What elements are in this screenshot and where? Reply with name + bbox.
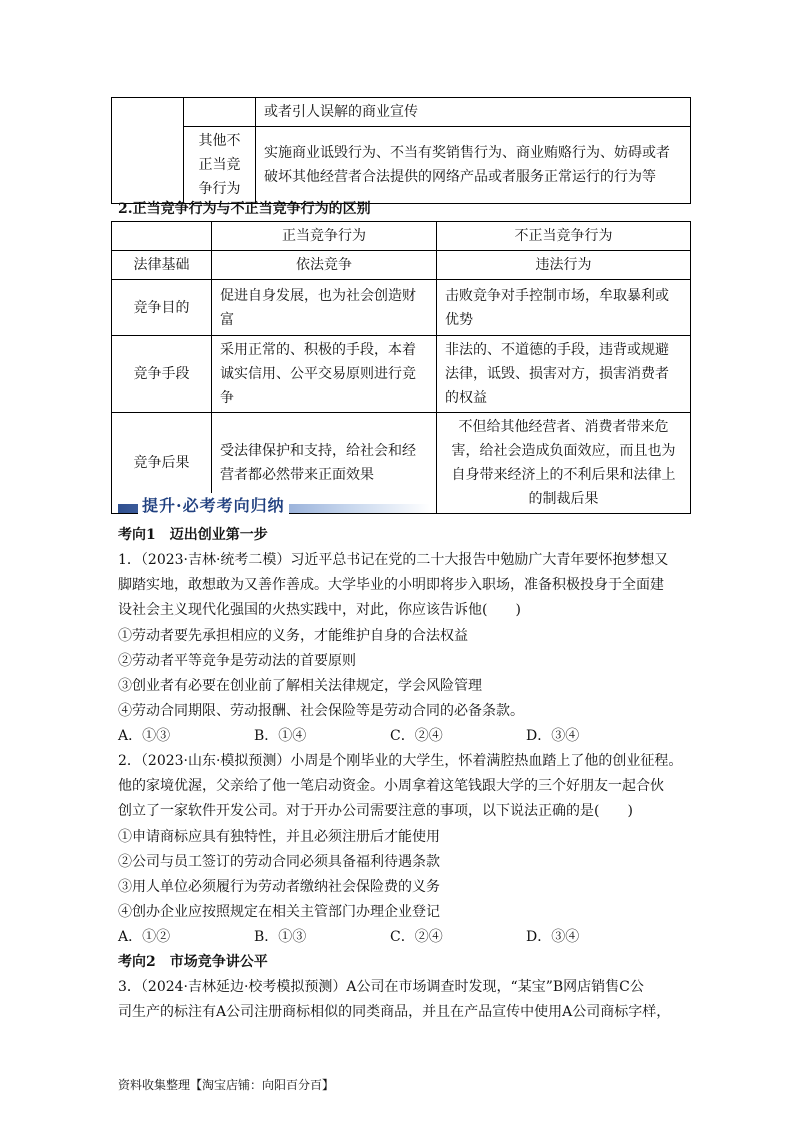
- statement-item: ②劳动者平等竞争是劳动法的首要原则: [118, 653, 356, 669]
- table-cell: 或者引人误解的商业宣传: [256, 98, 691, 127]
- column-header: 不正当竞争行为: [437, 222, 691, 251]
- banner-title: 提升·必考考向归纳: [138, 493, 289, 516]
- option-c: C．②④: [390, 728, 443, 744]
- statement-item: ①劳动者要先承担相应的义务，才能维护自身的合法权益: [118, 628, 468, 644]
- table-cell: 违法行为: [437, 251, 691, 280]
- question-text: 脚踏实地，敢想敢为又善作善成。大学毕业的小明即将步入职场，准备积极投身于全面建: [118, 577, 664, 593]
- statement-item: ③创业者有必要在创业前了解相关法律规定，学会风险管理: [118, 678, 482, 694]
- answer-options: [118, 925, 662, 949]
- table-cell: 击败竞争对手控制市场，牟取暴利或优势: [437, 280, 691, 336]
- comparison-table: [111, 221, 691, 514]
- question-text: 创立了一家软件开发公司。对于开办公司需要注意的事项，以下说法正确的是( ): [118, 803, 633, 819]
- topic-heading: 考向1 迈出创业第一步: [118, 527, 268, 543]
- table-row: [112, 251, 691, 280]
- column-header: 正当竞争行为: [212, 222, 437, 251]
- row-label: 竞争手段: [112, 336, 212, 413]
- question-text: 设社会主义现代化强国的火热实践中，对此，你应该告诉他( ): [118, 602, 521, 618]
- table-cell: 不但给其他经营者、消费者带来危害，给社会造成负面效应，而且也为自身带来经济上的不利后果和法律上的制裁后果: [437, 413, 691, 514]
- option-d: D．③④: [526, 728, 580, 744]
- table-cell-label: 其他不正当竞争行为: [184, 127, 256, 204]
- table-row: [112, 127, 691, 204]
- table-row: [112, 98, 691, 127]
- question-text: 3．（2024·吉林延边·校考模拟预测）A公司在市场调查时发现，“某宝”B网店销售C公: [118, 979, 644, 995]
- table-cell: 实施商业诋毁行为、不当有奖销售行为、商业贿赂行为、妨碍或者破坏其他经营者合法提供的网络产品或者服务正常运行的行为等: [256, 127, 691, 204]
- option-b: B．①④: [254, 728, 307, 744]
- statement-item: ①申请商标应具有独特性，并且必须注册后才能使用: [118, 829, 440, 845]
- table-cell: [184, 98, 256, 127]
- row-label: 竞争后果: [112, 413, 212, 514]
- statement-item: ③用人单位必须履行为劳动者缴纳社会保险费的义务: [118, 879, 440, 895]
- option-a: A．①②: [118, 929, 171, 945]
- table-cell: 促进自身发展，也为社会创造财富: [212, 280, 437, 336]
- answer-options: [118, 724, 662, 748]
- question-text: 1．（2023·吉林·统考二模）习近平总书记在党的二十大报告中勉励广大青年要怀抱梦想又: [118, 552, 669, 568]
- option-d: D．③④: [526, 929, 580, 945]
- section-heading: 2.正当竞争行为与不正当竞争行为的区别: [118, 201, 371, 217]
- option-c: C．②④: [390, 929, 443, 945]
- row-label: 竞争目的: [112, 280, 212, 336]
- table-cell: 依法竞争: [212, 251, 437, 280]
- statement-item: ④创办企业应按照规定在相关主管部门办理企业登记: [118, 904, 440, 920]
- question-text: 他的家境优渥，父亲给了他一笔启动资金。小周拿着这笔钱跟大学的三个好朋友一起合伙: [118, 778, 664, 794]
- topic-heading: 考向2 市场竞争讲公平: [118, 954, 268, 970]
- table-row: [112, 336, 691, 413]
- page-footer: 资料收集整理【淘宝店铺：向阳百分百】: [118, 1078, 335, 1092]
- section-banner: [118, 493, 430, 515]
- unfair-competition-table: [111, 97, 691, 204]
- table-cell: 采用正常的、积极的手段，本着诚实信用、公平交易原则进行竞争: [212, 336, 437, 413]
- statement-item: ②公司与员工签订的劳动合同必须具备福利待遇条款: [118, 854, 440, 870]
- table-cell: [112, 222, 212, 251]
- question-text: 2．（2023·山东·模拟预测）小周是个刚毕业的大学生，怀着满腔热血踏上了他的创业征程。: [118, 753, 683, 769]
- option-a: A．①③: [118, 728, 171, 744]
- table-cell: 非法的、不道德的手段，违背或规避法律，诋毁、损害对方，损害消费者的权益: [437, 336, 691, 413]
- row-label: 法律基础: [112, 251, 212, 280]
- question-text: 司生产的标注有A公司注册商标相似的同类商品，并且在产品宣传中使用A公司商标字样，: [118, 1004, 671, 1020]
- option-b: B．①③: [254, 929, 307, 945]
- table-cell: [112, 98, 184, 204]
- table-cell: 受法律保护和支持，给社会和经营者都必然带来正面效果: [212, 413, 437, 514]
- statement-item: ④劳动合同期限、劳动报酬、社会保险等是劳动合同的必备条款。: [118, 703, 524, 719]
- table-row: [112, 280, 691, 336]
- table-header-row: [112, 222, 691, 251]
